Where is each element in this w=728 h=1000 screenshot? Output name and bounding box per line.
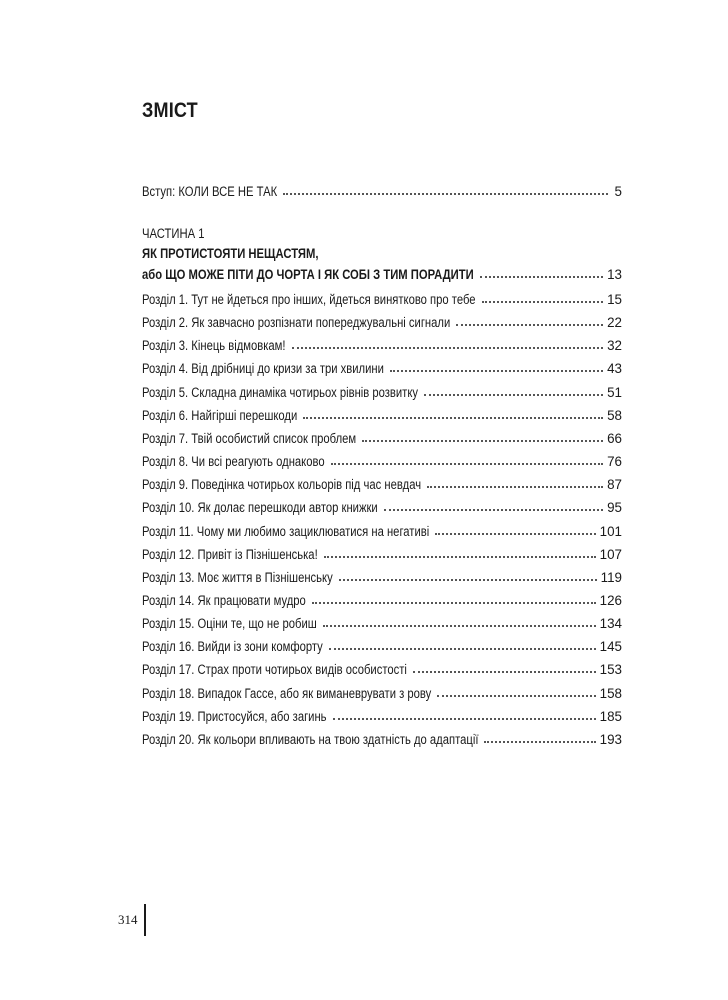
toc-entry-chapter-5[interactable]	[142, 381, 622, 401]
dot-leader	[333, 708, 596, 720]
toc-entry-chapter-6[interactable]	[142, 404, 622, 424]
toc-entry-title: Розділ 18. Випадок Гассе, або як виманеврувати з рову	[142, 685, 432, 701]
toc-entry-page: 43	[607, 361, 622, 377]
toc-entry-title: Розділ 8. Чи всі реагують однаково	[142, 454, 325, 469]
dot-leader	[323, 615, 596, 627]
toc-entry-title: Розділ 4. Від дрібниці до кризи за три хвилини	[142, 361, 384, 377]
toc-entry-chapter-14[interactable]	[142, 589, 622, 609]
dot-leader	[384, 499, 603, 511]
dot-leader	[424, 384, 603, 396]
toc-entry-chapter-8[interactable]	[142, 450, 622, 470]
toc-entry-chapter-20[interactable]	[142, 728, 622, 748]
dot-leader	[312, 592, 596, 604]
toc-entry-chapter-4[interactable]	[142, 357, 622, 377]
toc-entry-chapter-13[interactable]	[142, 566, 622, 586]
toc-entry-title: Розділ 10. Як долає перешкоди автор книжки	[142, 500, 378, 516]
folio-rule	[144, 904, 146, 936]
toc-entry-page: 145	[599, 639, 622, 655]
toc-entry-title: Розділ 12. Привіт із Пізнішенська!	[142, 546, 318, 562]
toc-entry-title: Розділ 20. Як кольори впливають на твою здатність до адаптації	[142, 731, 479, 747]
toc-entry-page: 153	[599, 662, 622, 678]
dot-leader	[331, 453, 604, 465]
toc-entry-title: Розділ 13. Моє життя в Пізнішенську	[142, 569, 333, 585]
toc-entry-page: 32	[607, 338, 622, 354]
toc-entry-page: 185	[599, 708, 622, 724]
toc-entry-page: 134	[599, 616, 622, 632]
dot-leader	[390, 360, 603, 372]
toc-entry-page: 13	[607, 267, 622, 282]
toc-entry-title: Розділ 9. Поведінка чотирьох кольорів під час невдач	[142, 477, 422, 493]
toc-entry-page: 158	[599, 685, 622, 701]
toc-entry-title: Розділ 17. Страх проти чотирьох видів особистості	[142, 662, 407, 678]
dot-leader	[484, 731, 595, 743]
toc-entry-page: 76	[607, 454, 622, 469]
toc-entry-page: 107	[599, 546, 622, 562]
dot-leader	[303, 407, 603, 419]
toc-entry-title: Розділ 1. Тут не йдеться про інших, йдеться винятково про тебе	[142, 292, 476, 307]
toc-entry-page: 51	[607, 384, 622, 400]
dot-leader	[362, 430, 603, 442]
toc-entry-title: Вступ: КОЛИ ВСЕ НЕ ТАК	[142, 184, 278, 199]
dot-leader	[413, 661, 596, 673]
toc-entry-title: Розділ 14. Як працювати мудро	[142, 593, 306, 608]
toc-entry-title: Розділ 2. Як завчасно розпізнати попереджувальні сигнали	[142, 315, 451, 331]
toc-entry-page: 58	[607, 407, 622, 423]
toc-entry-chapter-11[interactable]	[142, 520, 622, 540]
toc-entry-chapter-15[interactable]	[142, 612, 622, 632]
toc-entry-chapter-16[interactable]	[142, 635, 622, 655]
toc-entry-title: Розділ 11. Чому ми любимо зациклюватися на негативі	[142, 523, 430, 539]
toc-entry-page: 22	[607, 315, 622, 331]
dot-leader	[427, 476, 603, 488]
dot-leader	[456, 314, 603, 326]
dot-leader	[437, 685, 595, 697]
page-title: ЗМІСТ	[142, 99, 198, 122]
toc-entry-page: 119	[600, 569, 622, 585]
dot-leader	[329, 638, 596, 650]
part-label: ЧАСТИНА 1	[142, 226, 205, 241]
dot-leader	[324, 546, 596, 558]
toc-entry-page: 101	[599, 523, 622, 539]
page-number: 314	[118, 912, 138, 927]
toc-entry-chapter-18[interactable]	[142, 682, 622, 702]
toc-entry-chapter-9[interactable]	[142, 473, 622, 493]
toc-entry-page: 87	[607, 477, 622, 493]
toc-entry-title: Розділ 3. Кінець відмовкам!	[142, 338, 286, 354]
toc-entry-chapter-12[interactable]	[142, 543, 622, 563]
toc-entry-page: 193	[599, 731, 622, 747]
toc-entry-chapter-19[interactable]	[142, 705, 622, 725]
toc-entry-page: 66	[607, 430, 622, 446]
toc-entry-title: Розділ 7. Твій особистий список проблем	[142, 430, 357, 446]
dot-leader	[283, 183, 608, 195]
toc-entry-chapter-7[interactable]	[142, 427, 622, 447]
part-title-line1: ЯК ПРОТИСТОЯТИ НЕЩАСТЯМ,	[142, 246, 319, 261]
dot-leader	[435, 523, 595, 535]
toc-entry-title: Розділ 19. Пристосуйся, або загинь	[142, 708, 327, 724]
toc-entry-chapter-10[interactable]	[142, 496, 622, 516]
toc-entry-title: Розділ 5. Складна динаміка чотирьох рівнів розвитку	[142, 384, 419, 400]
toc-entry-intro[interactable]	[142, 180, 622, 200]
toc-entry-page: 126	[599, 593, 622, 608]
toc-entry-chapter-1[interactable]	[142, 288, 622, 308]
toc-entry-chapter-2[interactable]	[142, 311, 622, 331]
dot-leader	[480, 266, 603, 278]
dot-leader	[339, 569, 597, 581]
toc-entry-chapter-3[interactable]	[142, 334, 622, 354]
toc-entry-page: 95	[607, 500, 622, 516]
toc-entry-title: Розділ 6. Найгірші перешкоди	[142, 407, 298, 423]
toc-entry-part[interactable]	[142, 263, 622, 283]
toc-entry-page: 15	[607, 292, 622, 307]
dot-leader	[292, 337, 604, 349]
part-title-line2: або ЩО МОЖЕ ПІТИ ДО ЧОРТА І ЯК СОБІ З ТИМ ПОРАДИТИ	[142, 267, 474, 282]
dot-leader	[482, 291, 604, 303]
toc-entry-title: Розділ 16. Вийди із зони комфорту	[142, 639, 323, 655]
toc-entry-page: 5	[614, 184, 622, 199]
toc-entry-chapter-17[interactable]	[142, 658, 622, 678]
toc-entry-title: Розділ 15. Оціни те, що не робиш	[142, 616, 317, 632]
